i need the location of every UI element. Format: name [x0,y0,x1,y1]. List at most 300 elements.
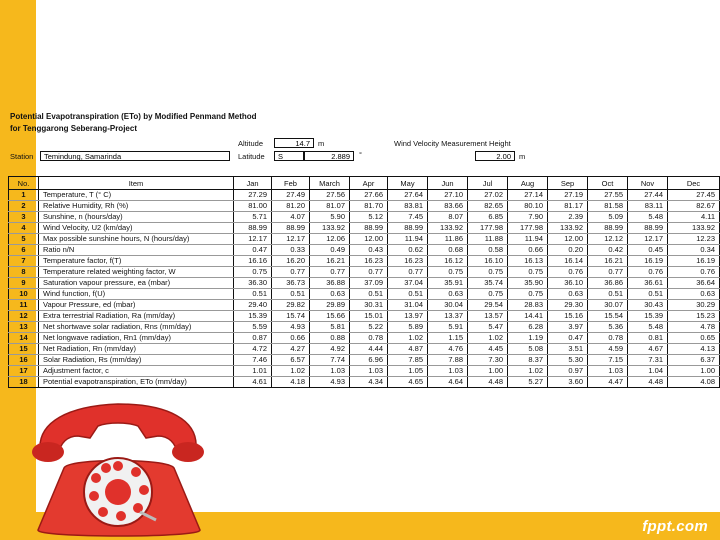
table-cell-value: 16.10 [468,256,508,267]
table-cell-value: 11.94 [388,234,428,245]
row-number: 6 [9,245,39,256]
table-cell-value: 7.31 [628,355,668,366]
table-cell-value: 15.01 [350,311,388,322]
row-number: 14 [9,333,39,344]
table-cell-value: 0.76 [548,267,588,278]
table-cell-value: 0.68 [428,245,468,256]
table-cell-value: 5.71 [234,212,272,223]
table-cell-value: 0.58 [468,245,508,256]
table-cell-value: 12.17 [234,234,272,245]
table-cell-value: 15.54 [588,311,628,322]
table-cell-value: 30.07 [588,300,628,311]
table-cell-value: 13.97 [388,311,428,322]
table-cell-value: 0.77 [310,267,350,278]
table-cell-value: 1.03 [350,366,388,377]
table-cell-value: 0.77 [388,267,428,278]
table-cell-value: 4.45 [468,344,508,355]
altitude-label: Altitude [238,139,264,148]
table-cell-value: 7.88 [428,355,468,366]
table-cell-value: 6.28 [508,322,548,333]
table-cell-value: 6.57 [272,355,310,366]
table-cell-value: 81.17 [548,201,588,212]
column-header-no: No. [9,177,39,190]
wind-height-field[interactable]: 2.00 [475,151,515,161]
row-item-label: Potential evapotranspiration, ETo (mm/day) [39,377,234,388]
table-cell-value: 12.23 [668,234,720,245]
table-row [9,311,720,322]
altitude-unit: m [318,139,325,148]
table-cell-value: 27.29 [234,190,272,201]
table-cell-value: 1.00 [468,366,508,377]
table-cell-value: 88.99 [628,223,668,234]
table-cell-value: 5.09 [588,212,628,223]
table-cell-value: 36.10 [548,278,588,289]
table-cell-value: 0.51 [272,289,310,300]
column-header-month: May [388,177,428,190]
station-field[interactable]: Temindung, Samarinda [40,151,230,161]
table-cell-value: 16.21 [310,256,350,267]
row-number: 16 [9,355,39,366]
table-cell-value: 11.86 [428,234,468,245]
table-cell-value: 6.96 [350,355,388,366]
table-cell-value: 83.66 [428,201,468,212]
table-cell-value: 3.51 [548,344,588,355]
table-cell-value: 7.74 [310,355,350,366]
table-cell-value: 5.27 [508,377,548,388]
table-cell-value: 1.02 [468,333,508,344]
table-cell-value: 88.99 [272,223,310,234]
table-cell-value: 29.89 [310,300,350,311]
table-cell-value: 4.65 [388,377,428,388]
table-cell-value: 36.86 [588,278,628,289]
row-number: 11 [9,300,39,311]
table-cell-value: 12.12 [588,234,628,245]
table-cell-value: 0.43 [350,245,388,256]
table-cell-value: 6.85 [468,212,508,223]
latitude-value-field[interactable]: 2.889 [304,151,354,161]
table-cell-value: 16.21 [588,256,628,267]
table-cell-value: 12.00 [350,234,388,245]
column-header-month: Aug [508,177,548,190]
table-cell-value: 14.41 [508,311,548,322]
row-number: 8 [9,267,39,278]
table-cell-value: 1.00 [668,366,720,377]
table-cell-value: 36.73 [272,278,310,289]
table-cell-value: 35.74 [468,278,508,289]
table-cell-value: 5.48 [628,212,668,223]
table-cell-value: 29.54 [468,300,508,311]
table-cell-value: 29.30 [548,300,588,311]
eto-table [8,176,720,388]
table-cell-value: 0.66 [508,245,548,256]
latitude-direction-field[interactable]: S [274,151,304,161]
table-cell-value: 5.08 [508,344,548,355]
table-cell-value: 4.87 [388,344,428,355]
table-cell-value: 0.51 [588,289,628,300]
table-cell-value: 0.77 [588,267,628,278]
table-cell-value: 82.65 [468,201,508,212]
table-cell-value: 15.66 [310,311,350,322]
row-item-label: Extra terrestrial Radiation, Ra (mm/day) [39,311,234,322]
table-cell-value: 15.16 [548,311,588,322]
table-cell-value: 11.94 [508,234,548,245]
brand-watermark: fppt.com [642,518,708,535]
sheet-title-line1: Potential Evapotranspiration (ETo) by Modified Penmand Method [10,112,257,121]
table-cell-value: 4.48 [468,377,508,388]
table-cell-value: 4.18 [272,377,310,388]
table-cell-value: 0.20 [548,245,588,256]
table-cell-value: 4.76 [428,344,468,355]
table-cell-value: 3.60 [548,377,588,388]
row-number: 15 [9,344,39,355]
table-cell-value: 0.75 [468,267,508,278]
table-cell-value: 2.39 [548,212,588,223]
table-cell-value: 4.48 [628,377,668,388]
table-cell-value: 27.64 [388,190,428,201]
table-cell-value: 29.82 [272,300,310,311]
telephone-illustration [28,392,208,540]
table-cell-value: 27.55 [588,190,628,201]
table-cell-value: 31.04 [388,300,428,311]
table-cell-value: 0.76 [668,267,720,278]
table-cell-value: 5.81 [310,322,350,333]
table-cell-value: 81.58 [588,201,628,212]
table-cell-value: 5.90 [310,212,350,223]
row-number: 17 [9,366,39,377]
table-cell-value: 12.00 [548,234,588,245]
table-cell-value: 0.81 [628,333,668,344]
table-cell-value: 30.29 [668,300,720,311]
table-row [9,300,720,311]
table-cell-value: 4.13 [668,344,720,355]
table-cell-value: 0.75 [508,289,548,300]
table-cell-value: 30.43 [628,300,668,311]
table-cell-value: 16.23 [350,256,388,267]
row-item-label: Relative Humidity, Rh (%) [39,201,234,212]
table-cell-value: 0.63 [428,289,468,300]
table-cell-value: 133.92 [668,223,720,234]
row-item-label: Saturation vapour pressure, ea (mbar) [39,278,234,289]
column-header-month: Feb [272,177,310,190]
table-cell-value: 0.51 [628,289,668,300]
table-cell-value: 1.02 [508,366,548,377]
table-cell-value: 0.87 [234,333,272,344]
table-cell-value: 0.42 [588,245,628,256]
table-cell-value: 0.88 [310,333,350,344]
column-header-month: Jul [468,177,508,190]
row-item-label: Net shortwave solar radiation, Rns (mm/day) [39,322,234,333]
table-cell-value: 27.45 [668,190,720,201]
table-cell-value: 16.20 [272,256,310,267]
table-cell-value: 0.75 [468,289,508,300]
table-cell-value: 133.92 [310,223,350,234]
column-header-month: Jun [428,177,468,190]
row-number: 12 [9,311,39,322]
table-cell-value: 88.99 [350,223,388,234]
table-cell-value: 0.97 [548,366,588,377]
table-cell-value: 16.19 [668,256,720,267]
table-cell-value: 36.64 [668,278,720,289]
table-cell-value: 177.98 [468,223,508,234]
table-cell-value: 177.98 [508,223,548,234]
row-number: 3 [9,212,39,223]
table-cell-value: 0.51 [350,289,388,300]
table-cell-value: 37.04 [388,278,428,289]
table-cell-value: 7.15 [588,355,628,366]
row-item-label: Sunshine, n (hours/day) [39,212,234,223]
table-cell-value: 4.67 [628,344,668,355]
table-cell-value: 16.16 [234,256,272,267]
table-cell-value: 27.49 [272,190,310,201]
table-cell-value: 15.39 [234,311,272,322]
row-number: 1 [9,190,39,201]
table-cell-value: 27.02 [468,190,508,201]
row-item-label: Temperature factor, f(T) [39,256,234,267]
table-cell-value: 5.36 [588,322,628,333]
table-cell-value: 4.59 [588,344,628,355]
table-cell-value: 15.23 [668,311,720,322]
table-cell-value: 5.48 [628,322,668,333]
table-row [9,322,720,333]
table-cell-value: 13.57 [468,311,508,322]
table-cell-value: 1.03 [588,366,628,377]
table-cell-value: 27.10 [428,190,468,201]
table-cell-value: 30.31 [350,300,388,311]
table-row [9,256,720,267]
table-row [9,223,720,234]
table-cell-value: 0.66 [272,333,310,344]
table-cell-value: 0.47 [234,245,272,256]
table-cell-value: 4.92 [310,344,350,355]
table-cell-value: 7.45 [388,212,428,223]
table-cell-value: 5.12 [350,212,388,223]
table-row [9,245,720,256]
wind-height-unit: m [519,152,526,161]
table-cell-value: 29.40 [234,300,272,311]
table-cell-value: 0.63 [548,289,588,300]
table-cell-value: 82.67 [668,201,720,212]
table-cell-value: 12.17 [272,234,310,245]
table-cell-value: 37.09 [350,278,388,289]
row-item-label: Wind function, f(U) [39,289,234,300]
table-row [9,333,720,344]
column-header-month: Jan [234,177,272,190]
table-cell-value: 5.91 [428,322,468,333]
table-cell-value: 5.30 [548,355,588,366]
row-item-label: Max possible sunshine hours, N (hours/day) [39,234,234,245]
table-row [9,355,720,366]
table-cell-value: 16.12 [428,256,468,267]
table-cell-value: 5.59 [234,322,272,333]
table-cell-value: 8.37 [508,355,548,366]
column-header-month: March [310,177,350,190]
table-cell-value: 81.00 [234,201,272,212]
table-cell-value: 4.34 [350,377,388,388]
table-cell-value: 4.11 [668,212,720,223]
table-cell-value: 12.06 [310,234,350,245]
table-body [9,190,720,388]
table-row [9,201,720,212]
table-header-row [9,177,720,190]
table-cell-value: 36.88 [310,278,350,289]
table-row [9,234,720,245]
row-item-label: Net longwave radiation, Rn1 (mm/day) [39,333,234,344]
altitude-field[interactable]: 14.7 [274,138,314,148]
table-cell-value: 15.39 [628,311,668,322]
row-number: 2 [9,201,39,212]
table-cell-value: 7.46 [234,355,272,366]
table-cell-value: 83.11 [628,201,668,212]
table-cell-value: 16.23 [388,256,428,267]
table-cell-value: 35.90 [508,278,548,289]
table-cell-value: 1.02 [272,366,310,377]
table-cell-value: 0.78 [350,333,388,344]
table-cell-value: 0.51 [388,289,428,300]
table-cell-value: 1.04 [628,366,668,377]
table-row [9,267,720,278]
column-header-item: Item [39,177,234,190]
table-cell-value: 7.85 [388,355,428,366]
column-header-month: Apr [350,177,388,190]
table-row [9,344,720,355]
station-label: Station [10,152,34,161]
table-cell-value: 0.47 [548,333,588,344]
row-number: 7 [9,256,39,267]
table-cell-value: 4.72 [234,344,272,355]
table-cell-value: 30.04 [428,300,468,311]
table-cell-value: 81.70 [350,201,388,212]
table-cell-value: 16.13 [508,256,548,267]
column-header-month: Nov [628,177,668,190]
table-cell-value: 13.37 [428,311,468,322]
column-header-month: Sep [548,177,588,190]
table-cell-value: 88.99 [588,223,628,234]
table-row [9,377,720,388]
row-item-label: Adjustment factor, c [39,366,234,377]
table-cell-value: 5.89 [388,322,428,333]
table-row [9,289,720,300]
table-cell-value: 4.08 [668,377,720,388]
table-cell-value: 88.99 [388,223,428,234]
table-cell-value: 1.01 [234,366,272,377]
table-cell-value: 0.45 [628,245,668,256]
row-number: 5 [9,234,39,245]
table-cell-value: 27.14 [508,190,548,201]
table-cell-value: 7.30 [468,355,508,366]
table-cell-value: 1.03 [428,366,468,377]
table-cell-value: 4.27 [272,344,310,355]
table-cell-value: 1.02 [388,333,428,344]
table-cell-value: 1.03 [310,366,350,377]
table-row [9,278,720,289]
row-item-label: Solar Radiation, Rs (mm/day) [39,355,234,366]
table-cell-value: 27.66 [350,190,388,201]
table-cell-value: 81.07 [310,201,350,212]
table-cell-value: 6.37 [668,355,720,366]
table-cell-value: 5.47 [468,322,508,333]
row-number: 18 [9,377,39,388]
table-cell-value: 4.47 [588,377,628,388]
table-cell-value: 28.83 [508,300,548,311]
table-cell-value: 0.34 [668,245,720,256]
table-cell-value: 1.15 [428,333,468,344]
table-cell-value: 88.99 [234,223,272,234]
table-cell-value: 35.91 [428,278,468,289]
sheet-title-line2: for Tenggarong Seberang-Project [10,124,137,133]
table-row [9,190,720,201]
row-number: 13 [9,322,39,333]
table-cell-value: 4.64 [428,377,468,388]
column-header-month: Oct [588,177,628,190]
table-cell-value: 4.61 [234,377,272,388]
table-cell-value: 0.63 [310,289,350,300]
table-row [9,366,720,377]
table-cell-value: 7.90 [508,212,548,223]
table-cell-value: 0.78 [588,333,628,344]
table-cell-value: 27.44 [628,190,668,201]
row-number: 9 [9,278,39,289]
row-item-label: Wind Velocity, U2 (km/day) [39,223,234,234]
table-cell-value: 83.81 [388,201,428,212]
row-item-label: Temperature related weighting factor, W [39,267,234,278]
table-cell-value: 0.51 [234,289,272,300]
table-cell-value: 4.44 [350,344,388,355]
table-cell-value: 0.77 [350,267,388,278]
table-cell-value: 80.10 [508,201,548,212]
table-cell-value: 0.33 [272,245,310,256]
table-cell-value: 27.19 [548,190,588,201]
table-cell-value: 27.56 [310,190,350,201]
table-cell-value: 133.92 [548,223,588,234]
table-cell-value: 0.65 [668,333,720,344]
table-cell-value: 81.20 [272,201,310,212]
wind-height-label: Wind Velocity Measurement Height [394,139,511,148]
table-cell-value: 0.75 [234,267,272,278]
table-cell-value: 11.88 [468,234,508,245]
table-cell-value: 5.22 [350,322,388,333]
table-cell-value: 4.93 [310,377,350,388]
table-cell-value: 4.93 [272,322,310,333]
row-item-label: Vapour Pressure, ed (mbar) [39,300,234,311]
table-cell-value: 4.78 [668,322,720,333]
table-cell-value: 12.17 [628,234,668,245]
row-item-label: Ratio n/N [39,245,234,256]
table-cell-value: 1.19 [508,333,548,344]
table-cell-value: 0.75 [428,267,468,278]
table-cell-value: 133.92 [428,223,468,234]
table-cell-value: 0.62 [388,245,428,256]
table-cell-value: 8.07 [428,212,468,223]
row-item-label: Net Radiation, Rn (mm/day) [39,344,234,355]
table-cell-value: 0.76 [628,267,668,278]
latitude-unit: ° [359,150,362,159]
table-cell-value: 3.97 [548,322,588,333]
column-header-month: Dec [668,177,720,190]
table-cell-value: 0.63 [668,289,720,300]
row-item-label: Temperature, T (° C) [39,190,234,201]
table-cell-value: 16.19 [628,256,668,267]
latitude-label: Latitude [238,152,265,161]
row-number: 4 [9,223,39,234]
table-cell-value: 0.77 [272,267,310,278]
table-cell-value: 1.05 [388,366,428,377]
table-cell-value: 15.74 [272,311,310,322]
table-cell-value: 0.75 [508,267,548,278]
table-cell-value: 0.49 [310,245,350,256]
row-number: 10 [9,289,39,300]
table-cell-value: 36.30 [234,278,272,289]
table-row [9,212,720,223]
